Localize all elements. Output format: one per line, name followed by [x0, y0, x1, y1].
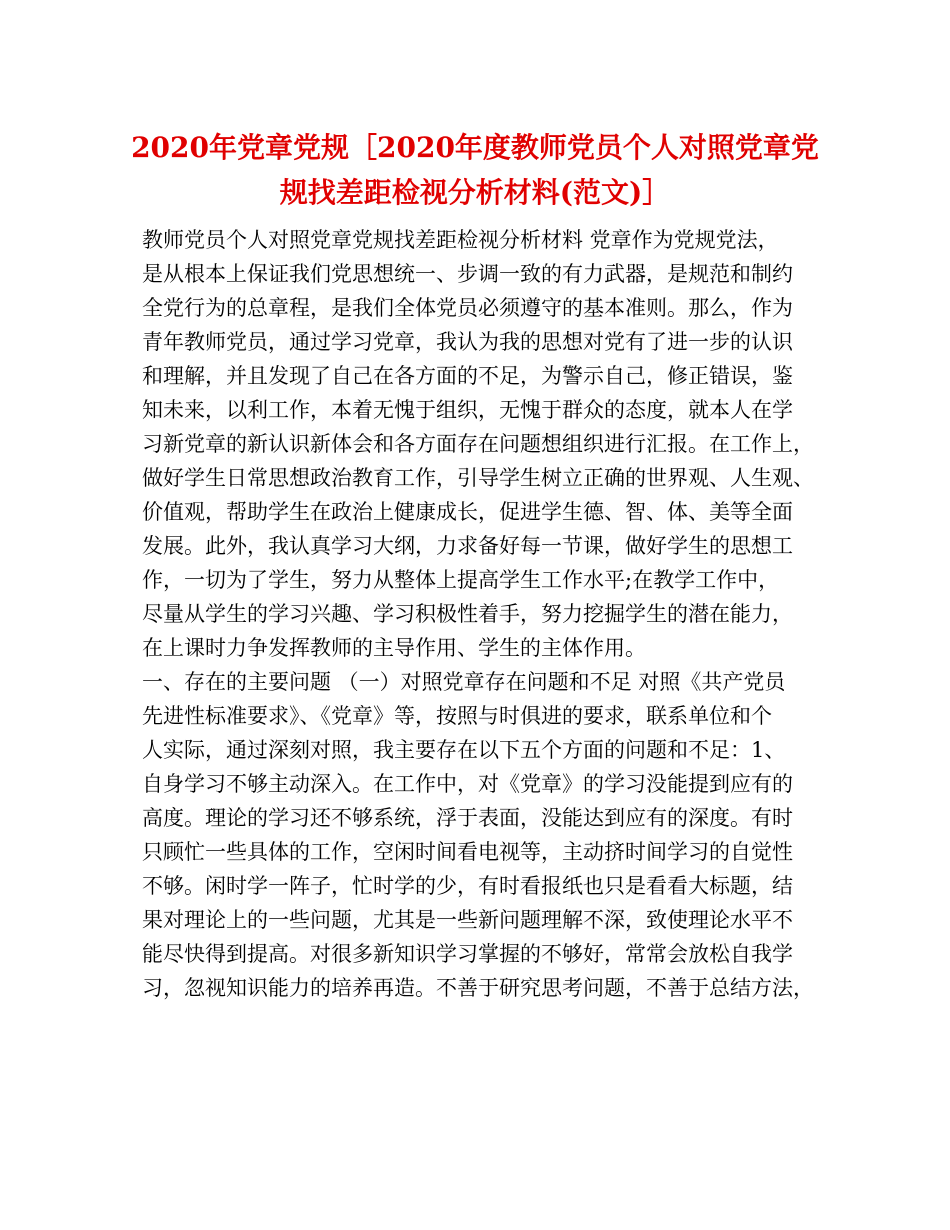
body-line: 一、存在的主要问题 （一）对照党章存在问题和不足 对照《共产党员 [142, 670, 786, 694]
body-line: 价值观，帮助学生在政治上健康成长，促进学生德、智、体、美等全面 [142, 500, 793, 524]
body-line: 只顾忙一些具体的工作，空闲时间看电视等，主动挤时间学习的自觉性 [142, 840, 793, 864]
body-line: 在上课时力争发挥教师的主导作用、学生的主体作用。 [142, 636, 646, 660]
body-line: 知未来，以利工作，本着无愧于组织，无愧于群众的态度，就本人在学 [142, 398, 793, 422]
body-line: 青年教师党员，通过学习党章，我认为我的思想对党有了进一步的认识 [142, 330, 793, 354]
body-line: 全党行为的总章程，是我们全体党员必须遵守的基本准则。那么，作为 [142, 296, 793, 320]
body-line: 高度。理论的学习还不够系统，浮于表面，没能达到应有的深度。有时 [142, 806, 793, 830]
body-line: 先进性标准要求》、《党章》等，按照与时俱进的要求，联系单位和个 [142, 704, 772, 728]
body-line: 发展。此外，我认真学习大纲，力求备好每一节课，做好学生的思想工 [142, 534, 793, 558]
body-line: 作，一切为了学生，努力从整体上提高学生工作水平;在教学工作中， [142, 568, 780, 592]
body-line: 习，忽视知识能力的培养再造。不善于研究思考问题，不善于总结方法， [142, 976, 814, 1000]
body-line: 自身学习不够主动深入。在工作中，对《党章》的学习没能提到应有的 [142, 772, 793, 796]
body-line: 不够。闲时学一阵子，忙时学的少，有时看报纸也只是看看大标题，结 [142, 874, 793, 898]
body-line: 果对理论上的一些问题，尤其是一些新问题理解不深，致使理论水平不 [142, 908, 793, 932]
body-line: 和理解，并且发现了自己在各方面的不足，为警示自己，修正错误，鉴 [142, 364, 793, 388]
body-line: 尽量从学生的学习兴趣、学习积极性着手，努力挖掘学生的潜在能力， [142, 602, 793, 626]
body-line: 能尽快得到提高。对很多新知识学习掌握的不够好，常常会放松自我学 [142, 942, 793, 966]
body-line: 做好学生日常思想政治教育工作，引导学生树立正确的世界观、人生观、 [142, 466, 814, 490]
body-line: 是从根本上保证我们党思想统一、步调一致的有力武器，是规范和制约 [142, 262, 793, 286]
body-line: 教师党员个人对照党章党规找差距检视分析材料 党章作为党规党法， [142, 228, 779, 252]
body-line: 习新党章的新认识新体会和各方面存在问题想组织进行汇报。在工作上， [142, 432, 814, 456]
document-title-line-1: 2020年党章党规［2020年度教师党员个人对照党章党 [131, 131, 819, 164]
body-line: 人实际，通过深刻对照，我主要存在以下五个方面的问题和不足：1、 [142, 738, 786, 762]
document-title-line-2: 规找差距检视分析材料(范文)］ [279, 176, 671, 209]
